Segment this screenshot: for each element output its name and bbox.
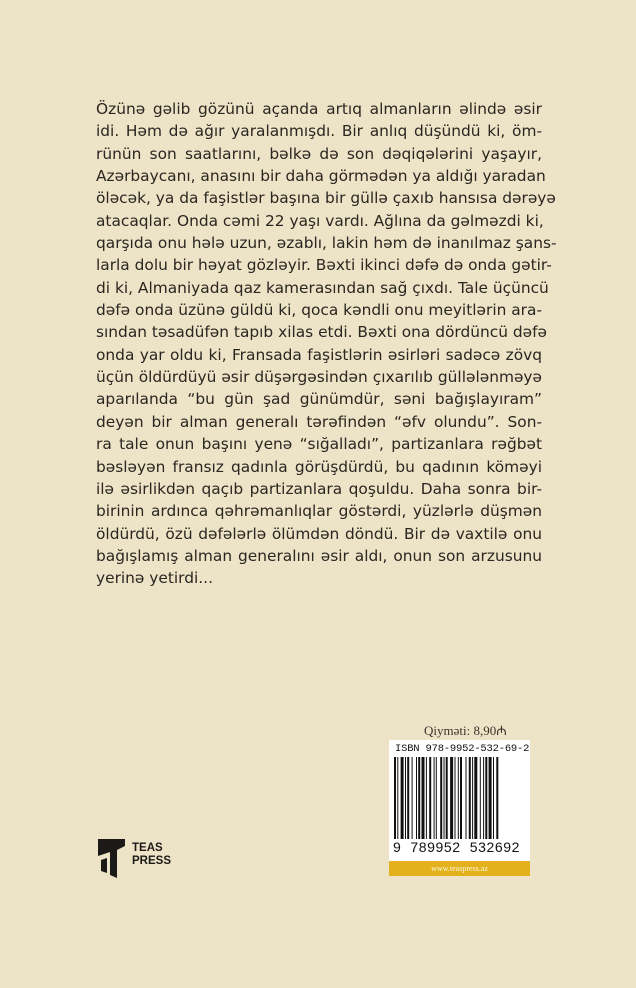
barcode-bars	[393, 757, 526, 843]
barcode-bar	[450, 757, 453, 839]
blurb-line: dəfə onda üzünə güldü ki, qoca kəndli onu meyitlərin ara-	[96, 301, 542, 320]
barcode-bar	[401, 757, 404, 839]
barcode-bar	[483, 757, 484, 839]
ean-right-group: 532692	[469, 839, 521, 855]
publisher-line-1: TEAS	[132, 842, 163, 854]
barcode-bar	[469, 757, 471, 839]
ean-first-digit: 9	[393, 839, 402, 855]
blurb-line: birinin ardınca qəhrəmanlıqlar göstərdi, yüzlərlə düşmən	[96, 502, 542, 521]
blurb-line: rünün son saatlarını, bəlkə də son dəqiqələrini yaşayır,	[96, 144, 542, 163]
barcode-bar	[455, 757, 456, 839]
barcode-bar	[407, 757, 409, 839]
barcode-bar	[429, 757, 431, 839]
barcode-bar	[397, 757, 398, 839]
blurb-line: ra tale onun başını yenə “sığalladı”, partizanlara rəğbət	[96, 435, 542, 454]
barcode-bar	[440, 757, 442, 839]
barcode-bar	[466, 757, 467, 839]
isbn-barcode	[389, 740, 530, 861]
price-label: Qiyməti: 8,90₼	[424, 723, 507, 738]
barcode-bar	[480, 757, 481, 839]
barcode-bar	[446, 757, 448, 839]
barcode-bar	[394, 757, 396, 839]
barcode-bar	[474, 757, 477, 839]
publisher-name	[132, 842, 171, 867]
blurb-line: onda yar oldu ki, Fransada faşistlərin əsirləri sadəcə zövq	[96, 345, 542, 364]
blurb-line: ilə əsirlikdən qaçıb partizanlara qoşuldu. Daha sonra bir-	[96, 479, 542, 498]
barcode-bar	[460, 757, 462, 839]
website-bar	[389, 861, 530, 876]
blurb-line: idi. Həm də ağır yaralanmışdı. Bir anlıq düşündü ki, öm-	[96, 122, 542, 141]
blurb-line: öldürdü, özü dəfələrlə ölümdən döndü. Bir də vaxtilə onu	[96, 524, 542, 543]
barcode-bar	[426, 757, 427, 839]
barcode-bar	[422, 757, 425, 839]
barcode-bar	[496, 757, 498, 839]
blurb-line: öləcək, ya da faşistlər başına bir güllə çaxıb hansısa dərəyə	[96, 189, 556, 208]
barcode-bar	[416, 757, 417, 839]
ean-left-group: 789952	[410, 839, 461, 855]
barcode-bar	[485, 757, 487, 839]
barcode-bar	[489, 757, 492, 839]
blurb-line: yerinə yetirdi...	[96, 569, 213, 588]
blurb-line: Azərbaycanı, anasını bir daha görmədən ya aldığı yaradan	[96, 167, 546, 186]
blurb-line: atacaqlar. Onda cəmi 22 yaşı vardı. Ağlına da gəlməzdi ki,	[96, 211, 544, 230]
blurb-line: bağışlamış alman generalını əsir aldı, onun son arzusunu	[96, 546, 542, 565]
publisher-line-2: PRESS	[132, 854, 171, 867]
blurb-line: üçün öldürdüyü əsir düşərgəsindən çıxarılıb güllələnməyə	[96, 368, 542, 387]
teas-press-logo-icon	[97, 838, 127, 880]
blurb-line: aparılanda “bu gün şad günümdür, səni bağışlayıram”	[96, 390, 542, 409]
barcode-bar	[436, 757, 437, 839]
ean-digits	[393, 839, 520, 855]
blurb-line: Özünə gəlib gözünü açanda artıq almanların əlində əsir	[96, 100, 542, 118]
website-url: www.teaspress.az	[431, 864, 488, 873]
barcode-bar	[418, 757, 420, 839]
blurb-line: sından təsadüfən tapıb xilas etdi. Bəxti ona dördüncü dəfə	[96, 323, 548, 342]
back-cover-blurb	[96, 98, 557, 590]
blurb-line: qarşıda onu hələ uzun, əzablı, lakin həm də inanılmaz şans-	[96, 234, 557, 253]
barcode-bar	[458, 757, 459, 839]
blurb-line: deyən bir alman generalı tərəfindən “əfv olundu”. Son-	[96, 412, 542, 431]
blurb-line: larla dolu bir həyat gözləyir. Bəxti ikinci dəfə də onda gətir-	[96, 256, 552, 275]
isbn-number: ISBN 978-9952-532-69-2	[395, 743, 530, 755]
barcode-bar	[444, 757, 445, 839]
blurb-line: bəsləyən fransız qadınla görüşdürdü, bu qadının köməyi	[96, 457, 542, 476]
barcode-bar	[493, 757, 494, 839]
blurb-line: di ki, Almaniyada qaz kamerasından sağ çıxdı. Tale üçüncü	[96, 278, 549, 297]
barcode-bar	[434, 757, 435, 839]
barcode-bar	[472, 757, 473, 839]
barcode-bar	[405, 757, 406, 839]
barcode-bar	[412, 757, 413, 839]
